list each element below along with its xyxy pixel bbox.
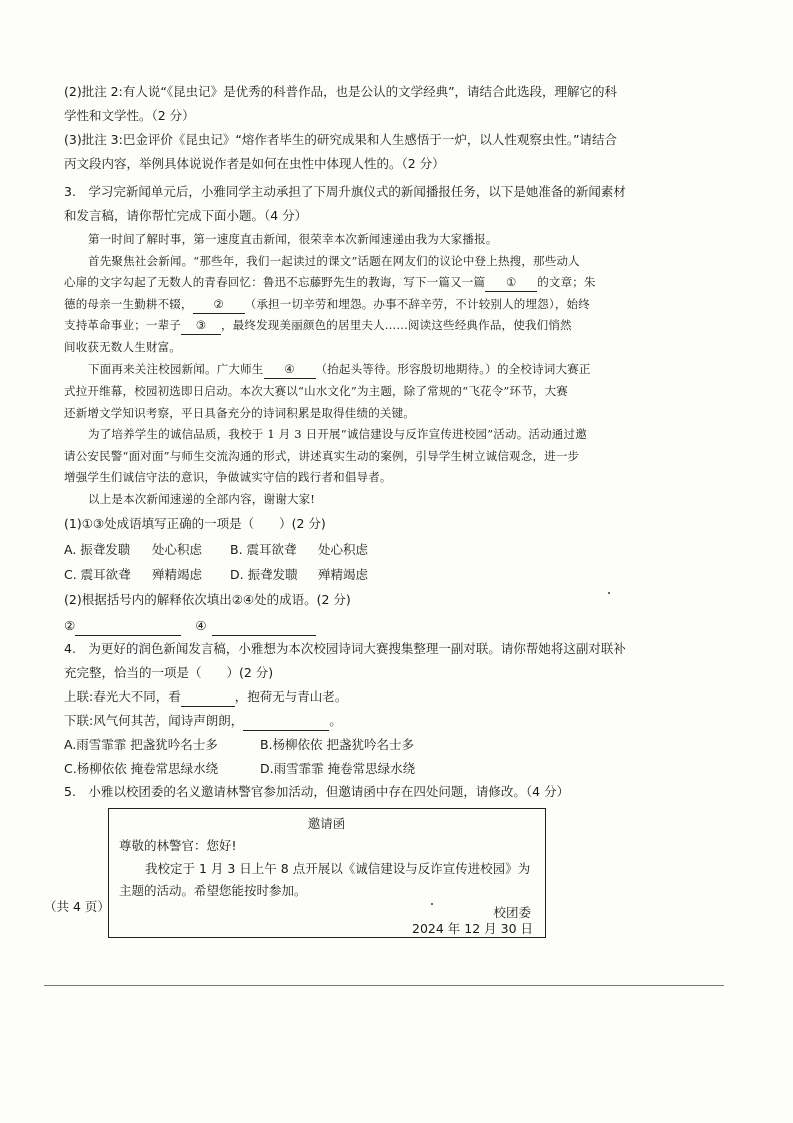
q4-upper-couplet: 上联:春光大不同，看 ，抱荷无与青山老。 xyxy=(64,688,744,707)
news-p1: 第一时间了解时事，第一速度直击新闻，很荣幸本次新闻速递由我为大家播报。 xyxy=(88,232,498,246)
q4-option-c: C.杨柳依依 掩卷常思绿水绕 xyxy=(64,761,219,776)
option-a-word1: A. 振聋发聩 xyxy=(64,542,131,557)
news-p4-l1: 为了培养学生的诚信品质，我校于 1 月 3 日开展“诚信建设与反诈宣传进校园”活动。活动通过邀 xyxy=(88,427,587,441)
news-p3-l1: 下面再来关注校园新闻。广大师生 ④ （抬起头等待。形容殷切地期待。）的全校诗词大赛正 xyxy=(88,360,768,379)
q4-option-a: A.雨雪霏霏 把盏犹吟名士多 xyxy=(64,737,218,752)
invitation-title: 邀请函 xyxy=(307,816,346,831)
q3-sub2-answer-line: ② ④ xyxy=(64,617,744,636)
news-p5: 以上是本次新闻速递的全部内容，谢谢大家! xyxy=(88,492,316,506)
lower-couplet-blank[interactable] xyxy=(243,712,329,731)
scan-speck xyxy=(608,592,610,594)
invitation-date: 2024 年 12 月 30 日 xyxy=(412,921,533,936)
q3-sub2-question: (2)根据括号内的解释依次填出②④处的成语。(2 分) xyxy=(64,592,351,607)
answer-blank-4[interactable] xyxy=(212,617,316,636)
option-d-word2: 殚精竭虑 xyxy=(318,567,369,582)
q4-lower-couplet: 下联:风气何其苦，闻诗声朗朗， 。 xyxy=(64,712,744,731)
news-p2-l5: 间收获无数人生财富。 xyxy=(64,340,181,354)
news-p2-l4: 支持革命事业；一辈子 ③ ，最终发现美丽颜色的居里夫人......阅读这些经典作品，使我们悄然 xyxy=(64,316,744,335)
invitation-signature: 校团委 xyxy=(493,905,531,920)
q5-intro: 5. 小雅以校团委的名义邀请林警官参加活动，但邀请函中存在四处问题，请修改。（4 分） xyxy=(64,784,570,799)
option-b-word2: 处心积虑 xyxy=(318,542,369,557)
q3-sub1-question: (1)①③处成语填写正确的一项是（ ）(2 分) xyxy=(64,516,326,531)
invitation-letter-box xyxy=(108,808,546,938)
answer-blank-2[interactable] xyxy=(75,617,181,636)
q4-intro-line2: 充完整，恰当的一项是（ ）(2 分) xyxy=(64,665,274,680)
blank-4: ④ xyxy=(264,360,316,379)
blank-1: ① xyxy=(485,273,537,292)
news-p2-l2: 心扉的文字勾起了无数人的青春回忆：鲁迅不忘藤野先生的教诲，写下一篇又一篇 ① 的文章；朱 xyxy=(64,273,744,292)
note2-line1: (2)批注 2:有人说“《昆虫记》是优秀的科普作品，也是公认的文学经典”，请结合此选段，理解它的科 xyxy=(64,84,618,99)
option-a-word2: 处心积虑 xyxy=(152,542,203,557)
scan-speck xyxy=(431,903,433,905)
page-count-footer: （共 4 页） xyxy=(44,899,110,914)
blank-3: ③ xyxy=(181,316,221,335)
q3-intro-line1: 3. 学习完新闻单元后，小雅同学主动承担了下周升旗仪式的新闻播报任务，以下是她准备的新闻素材 xyxy=(64,184,626,199)
option-d-word1: D. 振聋发聩 xyxy=(230,567,298,582)
option-b-word1: B. 震耳欲聋 xyxy=(230,542,297,557)
news-p2-l1: 首先聚焦社会新闻。“那些年，我们一起读过的课文”话题在网友们的议论中登上热搜，那些动人 xyxy=(88,254,580,268)
q3-option-row-ab xyxy=(64,541,744,559)
q3-option-row-cd xyxy=(64,566,744,584)
q4-option-d: D.雨雪霏霏 掩卷常思绿水绕 xyxy=(260,761,416,776)
invitation-greeting: 尊敬的林警官：您好! xyxy=(119,838,237,853)
note2-line2: 学性和文学性。（2 分） xyxy=(64,108,195,123)
q4-option-b: B.杨柳依依 把盏犹吟名士多 xyxy=(260,737,415,752)
q4-option-row-cd xyxy=(64,760,744,778)
news-p3-l3: 还新增文学知识考察，平日具备充分的诗词积累是取得佳绩的关键。 xyxy=(64,406,415,420)
news-p4-l3: 增强学生们诚信守法的意识，争做诚实守信的践行者和倡导者。 xyxy=(64,470,392,484)
note3-line2: 丙文段内容，举例具体说说作者是如何在虫性中体现人性的。（2 分） xyxy=(64,156,445,171)
option-c-word1: C. 震耳欲聋 xyxy=(64,567,131,582)
invitation-body-line1: 我校定于 1 月 3 日上午 8 点开展以《诚信建设与反诈宣传进校园》为 xyxy=(145,861,531,876)
q4-intro-line1: 4. 为更好的润色新闻发言稿，小雅想为本次校园诗词大赛搜集整理一副对联。请你帮她将这副对联补 xyxy=(64,641,626,656)
upper-couplet-blank[interactable] xyxy=(181,688,235,707)
news-p4-l2: 请公安民警“面对面”与师生交流沟通的形式，讲述真实生动的案例，引导学生树立诚信观念，进一步 xyxy=(64,449,580,463)
blank-2: ② xyxy=(193,295,245,314)
news-p3-l2: 式拉开维幕，校园初选即日启动。本次大赛以“山水文化”为主题，除了常规的“飞花令”环节，大赛 xyxy=(64,384,569,398)
q3-intro-line2: 和发言稿，请你帮忙完成下面小题。（4 分） xyxy=(64,208,308,223)
q4-option-row-ab xyxy=(64,736,744,754)
invitation-body-line2: 主题的活动。希望您能按时参加。 xyxy=(119,883,307,898)
bottom-rule xyxy=(44,985,724,986)
news-p2-l3: 德的母亲一生勤耕不辍， ② （承担一切辛劳和埋怨。办事不辞辛劳，不计较别人的埋怨），始终 xyxy=(64,295,744,314)
option-c-word2: 殚精竭虑 xyxy=(152,567,203,582)
note3-line1: (3)批注 3:巴金评价《昆虫记》“熔作者毕生的研究成果和人生感悟于一炉，以人性观察虫性。”请结合 xyxy=(64,132,618,147)
